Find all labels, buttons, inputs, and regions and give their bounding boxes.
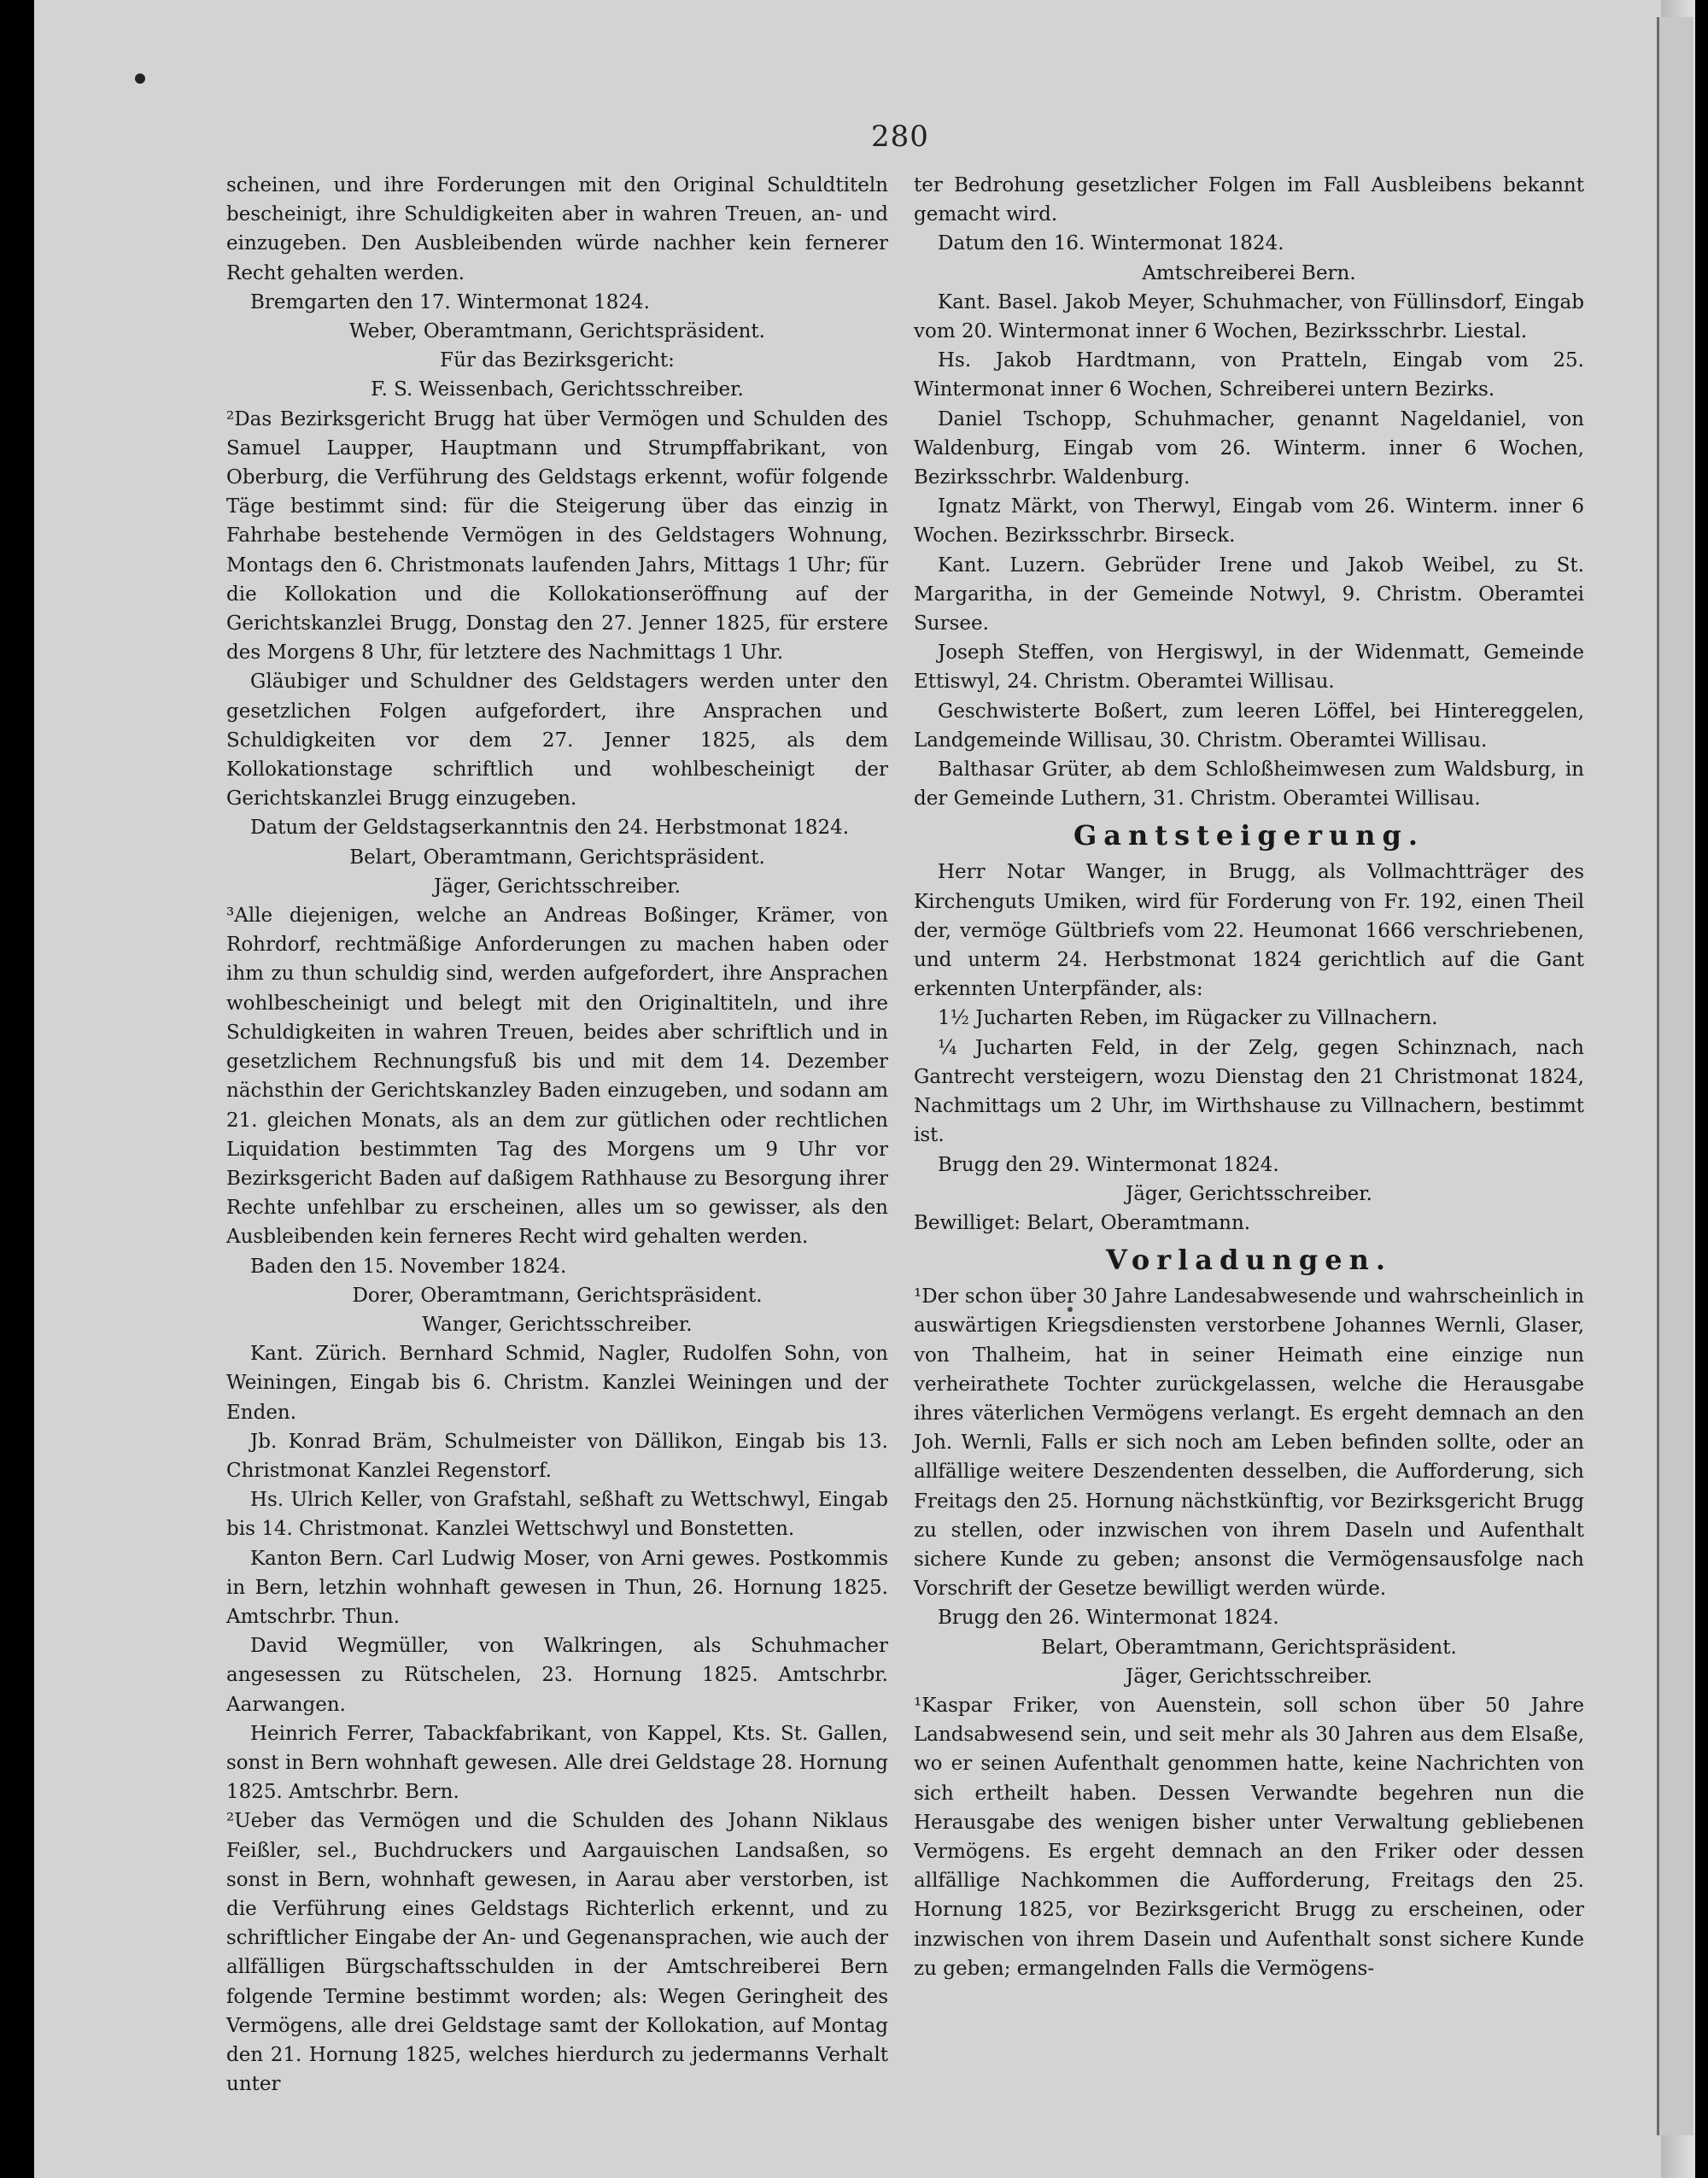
paragraph: scheinen, und ihre Forderungen mit den Original Schuldtiteln bescheinigt, ihre Schuldigkeiten aber in wahren Treuen, an- und einzugeben. Den Ausbleibenden würde nachher kein fernerer Recht gehalten werden. — [226, 174, 888, 284]
ink-dot — [135, 73, 145, 84]
right-column — [914, 171, 1584, 1983]
dateline: Brugg den 29. Wintermonat 1824. — [938, 1153, 1279, 1176]
signature: Weber, Oberamtmann, Gerichtspräsident. — [349, 320, 765, 343]
dateline: Bremgarten den 17. Wintermonat 1824. — [250, 290, 650, 313]
paragraph: Jb. Konrad Bräm, Schulmeister von Dällikon, Eingab bis 13. Christmonat Kanzlei Regenstorf. — [226, 1430, 888, 1482]
paragraph: Kant. Basel. Jakob Meyer, Schuhmacher, von Füllinsdorf, Eingab vom 20. Wintermonat inner 6 Wochen, Bezirksschrbr. Liestal. — [914, 290, 1584, 343]
paragraph: ³Alle diejenigen, welche an Andreas Boßinger, Krämer, von Rohrdorf, rechtmäßige Anforderungen zu machen haben oder ihm zu thun schuldig sind, werden aufgefordert, ihre Ansprachen wohlbescheinigt und belegt mit den Originaltiteln, und ihre Schuldigkeiten in wahren Treuen, beides aber schriftlich und in gesetzlichem Rechnungsfuß bis und mit dem 14. Dezember nächsthin der Gerichtskanzley Baden einzugeben, und sodann am 21. gleichen Monats, als an dem zur gütlichen oder rechtlichen Liquidation bestimmten Tag des Morgens um 9 Uhr vor Bezirksgericht Baden auf daßigem Rathhause zu Besorgung ihrer Rechte unfehlbar zu erscheinen, alles um so gewisser, als den Ausbleibenden kein ferneres Recht wird gehalten werden. — [226, 905, 888, 1249]
signature: Amtschreiberei Bern. — [1142, 261, 1356, 284]
signature: Bewilliget: Belart, Oberamtmann. — [914, 1211, 1251, 1234]
dateline: Baden den 15. November 1824. — [250, 1255, 567, 1278]
paragraph: ²Ueber das Vermögen und die Schulden des Johann Niklaus Feißler, sel., Buchdruckers und Aargauischen Landsaßen, so sonst in Bern, wohnhaft gewesen, in Aarau aber verstorben, ist die Verführung eines Geldstags Richterlich erkennt, und zu schriftlicher Eingabe der An- und Gegenansprachen, wie auch der allfälligen Bürgschaftsschulden in der Amtschreiberei Bern folgende Termine bestimmt worden; als: Wegen Geringheit des Vermögens, alle drei Geldstage samt der Kollokation, auf Montag den 21. Hornung 1825, welches hierdurch zu jedermanns Verhalt unter — [226, 1810, 888, 2096]
left-column — [226, 171, 888, 2099]
paragraph: ¹Kaspar Friker, von Auenstein, soll schon über 50 Jahre Landsabwesend sein, und seit mehr als 30 Jahren aus dem Elsaße, wo er seinen Aufenthalt genommen hatte, keine Nachrichten von sich ertheilt haben. Dessen Verwandte begehren nun die Herausgabe des wenigen bisher unter Verwaltung gebliebenen Vermögens. Es ergeht demnach an den Friker oder dessen allfällige Nachkommen die Aufforderung, Freitags den 25. Hornung 1825, vor Bezirksgericht Brugg zu erscheinen, oder inzwischen von ihrem Dasein und Aufenthalt sonst sichere Kunde zu geben; ermangelnden Falls die Vermögens- — [914, 1694, 1584, 1980]
section-heading-gantsteigerung: Gantsteigerung. — [1073, 819, 1425, 852]
paragraph: Hs. Jakob Hardtmann, von Pratteln, Eingab vom 25. Wintermonat inner 6 Wochen, Schreiberei untern Bezirks. — [914, 349, 1584, 401]
list-item: 1½ Jucharten Reben, im Rügacker zu Villnachern. — [938, 1007, 1438, 1030]
signature: F. S. Weissenbach, Gerichtsschreiber. — [371, 378, 744, 401]
dateline: Datum den 16. Wintermonat 1824. — [938, 232, 1284, 255]
paragraph: Ignatz Märkt, von Therwyl, Eingab vom 26. Winterm. inner 6 Wochen. Bezirksschrbr. Birseck. — [914, 495, 1584, 547]
section-heading-vorladungen: Vorladungen. — [1105, 1244, 1393, 1277]
paragraph: Kant. Luzern. Gebrüder Irene und Jakob Weibel, zu St. Margaritha, in der Gemeinde Notwyl, 9. Christm. Oberamtei Sursee. — [914, 553, 1584, 635]
paragraph: Gläubiger und Schuldner des Geldstagers werden unter den gesetzlichen Folgen aufgefordert, ihre Ansprachen und Schuldigkeiten vor dem 27. Jenner 1825, als dem Kollokationstage schriftlich und wohlbescheinigt der Gerichtskanzlei Brugg einzugeben. — [226, 670, 888, 811]
paragraph: Balthasar Grüter, ab dem Schloßheimwesen zum Waldsburg, in der Gemeinde Luthern, 31. Christm. Oberamtei Willisau. — [914, 758, 1584, 811]
paragraph: Herr Notar Wanger, in Brugg, als Vollmachtträger des Kirchenguts Umiken, wird für Forderung von Fr. 192, einen Theil der, vermöge Gültbriefs vom 22. Heumonat 1666 verschriebenen, und unterm 24. Herbstmonat 1824 gerichtlich auf die Gant erkennten Unterpfänder, als: — [914, 861, 1584, 1001]
signature: Jäger, Gerichtsschreiber. — [1125, 1665, 1372, 1688]
dateline: Brugg den 26. Wintermonat 1824. — [938, 1607, 1279, 1630]
signature: Jäger, Gerichtsschreiber. — [433, 875, 681, 898]
paragraph: Heinrich Ferrer, Tabackfabrikant, von Kappel, Kts. St. Gallen, sonst in Bern wohnhaft gewesen. Alle drei Geldstage 28. Hornung 1825. Amtschrbr. Bern. — [226, 1722, 888, 1804]
list-item: ¼ Jucharten Feld, in der Zelg, gegen Schinznach, nach Gantrecht versteigern, wozu Dienstag den 21 Christmonat 1824, Nachmittags um 2 Uhr, im Wirthshause zu Villnachern, bestimmt ist. — [914, 1036, 1584, 1147]
paragraph: Geschwisterte Boßert, zum leeren Löffel, bei Hintereggelen, Landgemeinde Willisau, 30. Christm. Oberamtei Willisau. — [914, 700, 1584, 752]
paragraph: ter Bedrohung gesetzlicher Folgen im Fall Ausbleibens bekannt gemacht wird. — [914, 174, 1584, 226]
paragraph: ²Das Bezirksgericht Brugg hat über Vermögen und Schulden des Samuel Laupper, Hauptmann und Strumpffabrikant, von Oberburg, die Verführung des Geldstags erkennt, wofür folgende Täge bestimmt sind: für die Steigerung über das einzig in Fahrhabe bestehende Vermögen in des Geldstagers Wohnung, Montags den 6. Christmonats laufenden Jahrs, Mittags 1 Uhr; für die Kollokation und die Kollokationseröffnung auf der Gerichtskanzlei Brugg, Donstag den 27. Jenner 1825, für erstere des Morgens 8 Uhr, für letztere des Nachmittags 1 Uhr. — [226, 407, 888, 665]
paragraph: Hs. Ulrich Keller, von Grafstahl, seßhaft zu Wettschwyl, Eingab bis 14. Christmonat. Kanzlei Wettschwyl und Bonstetten. — [226, 1489, 888, 1541]
signature: Dorer, Oberamtmann, Gerichtspräsident. — [352, 1284, 763, 1307]
next-page-edge — [1657, 17, 1693, 2135]
page-number: 280 — [871, 120, 929, 154]
paragraph: Daniel Tschopp, Schuhmacher, genannt Nageldaniel, von Waldenburg, Eingab vom 26. Winterm. inner 6 Wochen, Bezirksschrbr. Waldenburg. — [914, 407, 1584, 489]
signature: Jäger, Gerichtsschreiber. — [1125, 1182, 1372, 1205]
signature: Wanger, Gerichtsschreiber. — [422, 1313, 693, 1336]
paragraph: Kant. Zürich. Bernhard Schmid, Nagler, Rudolfen Sohn, von Weiningen, Eingab bis 6. Christm. Kanzlei Weiningen und der Enden. — [226, 1343, 888, 1424]
dateline: Datum der Geldstagserkanntnis den 24. Herbstmonat 1824. — [250, 817, 850, 840]
signature: Belart, Oberamtmann, Gerichtspräsident. — [349, 846, 765, 869]
signature: Für das Bezirksgericht: — [440, 349, 675, 372]
signature: Belart, Oberamtmann, Gerichtspräsident. — [1041, 1636, 1457, 1659]
paragraph: Kanton Bern. Carl Ludwig Moser, von Arni gewes. Postkommis in Bern, letzhin wohnhaft gewesen in Thun, 26. Hornung 1825. Amtschrbr. Thun. — [226, 1547, 888, 1628]
paragraph: Joseph Steffen, von Hergiswyl, in der Widenmatt, Gemeinde Ettiswyl, 24. Christm. Oberamtei Willisau. — [914, 641, 1584, 694]
paragraph: ¹Der schon über 30 Jahre Landesabwesende und wahrscheinlich in auswärtigen Kriegsdiensten verstorbene Johannes Wernli, Glaser, von Thalheim, hat in seiner Heimath eine einzige nun verheirathete Tochter zurückgelassen, welche die Herausgabe ihres väterlichen Vermögens verlangt. Es ergeht demnach an den Joh. Wernli, Falls er sich noch am Leben befinden sollte, oder an allfällige weitere Deszendenten desselben, die Aufforderung, sich Freitags den 25. Hornung nächstkünftig, vor Bezirksgericht Brugg zu stellen, oder inzwischen von ihrem Daseln und Aufenthalt sichere Kunde zu geben; ansonst die Vermögensausfolge nach Vorschrift der Gesetze bewilligt werden würde. — [914, 1285, 1584, 1601]
paragraph: David Wegmüller, von Walkringen, als Schuhmacher angesessen zu Rütschelen, 23. Hornung 1825. Amtschrbr. Aarwangen. — [226, 1635, 888, 1716]
